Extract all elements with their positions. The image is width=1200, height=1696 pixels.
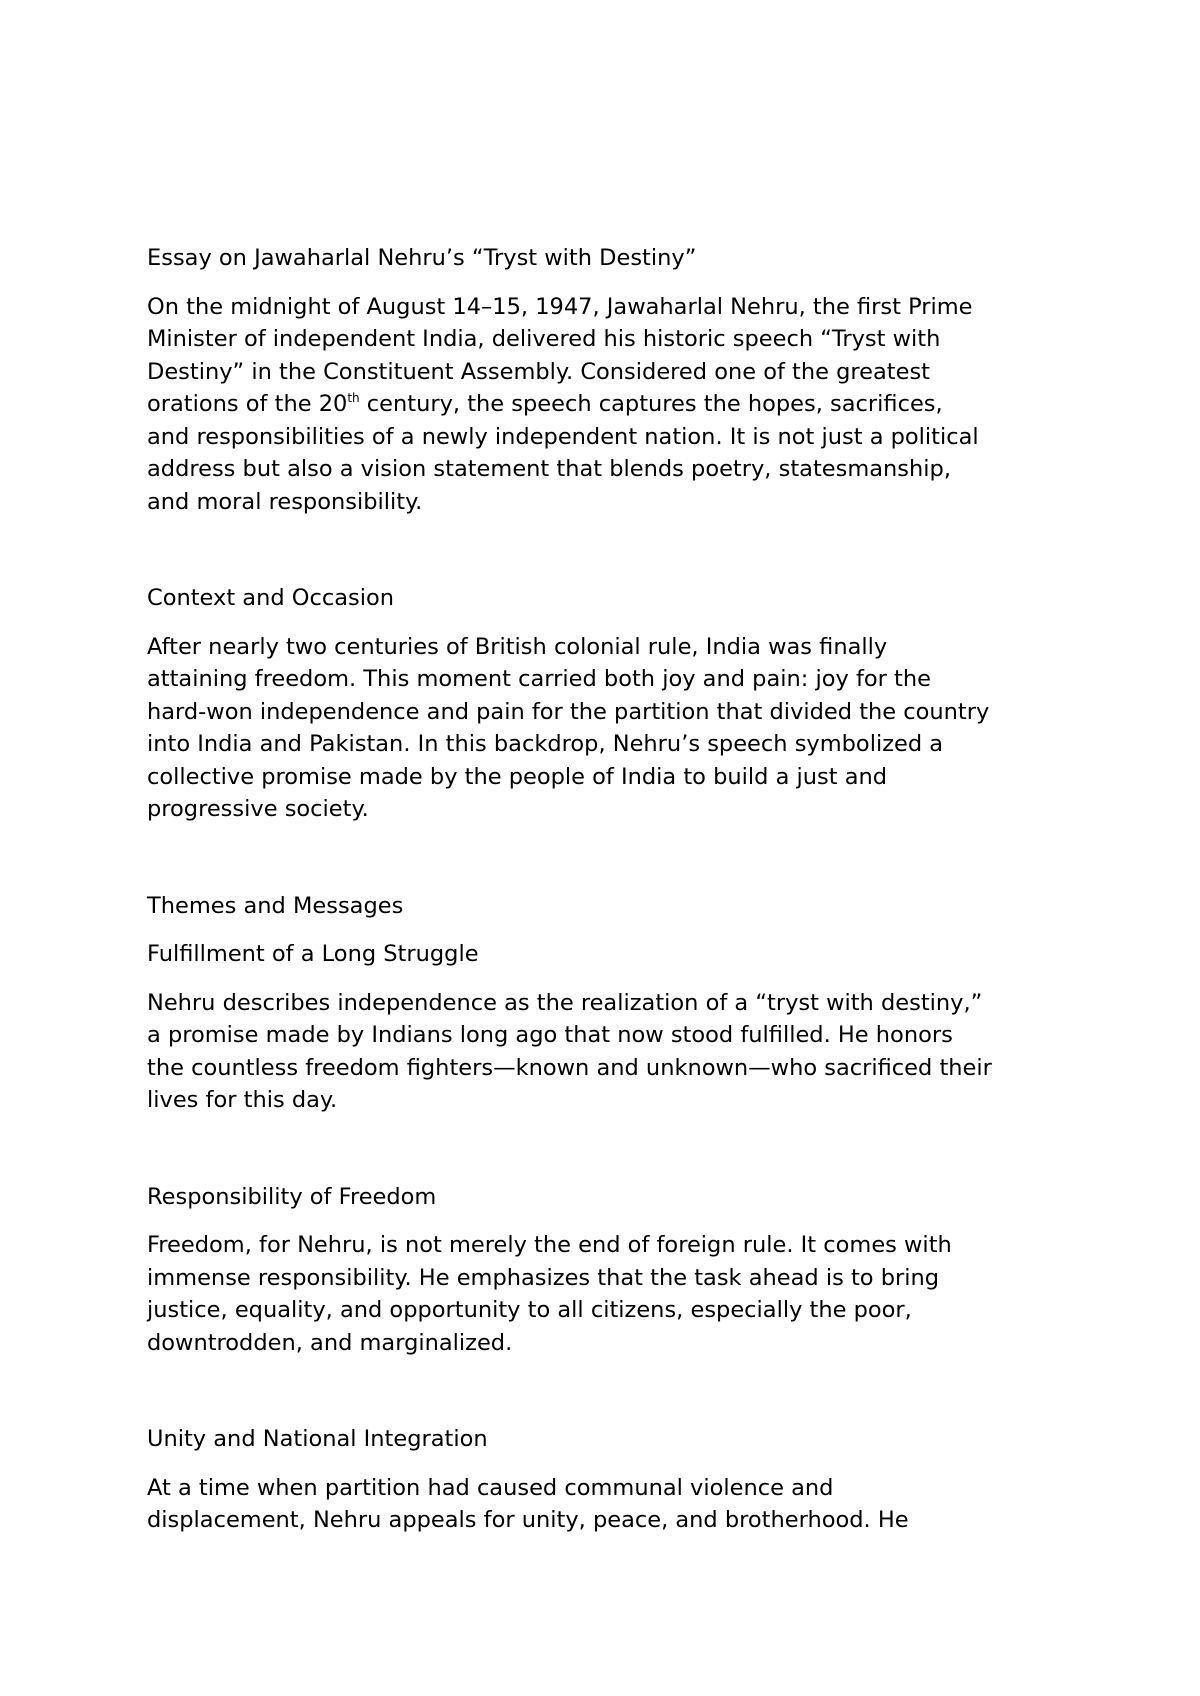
section-heading-themes: Themes and Messages [147,892,404,919]
paragraph-line: and moral responsibility. [147,488,423,515]
paragraph-line: Freedom, for Nehru, is not merely the end of foreign rule. It comes with [147,1232,952,1258]
paragraph-line: lives for this day. [147,1087,338,1113]
essay-title: Essay on Jawaharlal Nehru’s “Tryst with Destiny” [147,245,697,271]
subheading-responsibility: Responsibility of Freedom [147,1183,437,1210]
paragraph-line: the countless freedom fighters—known and unknown—who sacrificed their [147,1054,992,1081]
fulfillment-paragraph [147,987,1077,1117]
paragraph-line: After nearly two centuries of British colonial rule, India was finally [147,633,888,660]
paragraph-line: progressive society. [147,796,369,822]
paragraph-line [147,388,1077,421]
paragraph-line: justice, equality, and opportunity to all citizens, especially the poor, [147,1297,912,1323]
paragraph-line: into India and Pakistan. In this backdrop, Nehru’s speech symbolized a [147,731,944,757]
paragraph-line: On the midnight of August 14–15, 1947, Jawaharlal Nehru, the first Prime [147,293,973,320]
paragraph-line: downtrodden, and marginalized. [147,1329,513,1356]
document-page [147,242,1077,1537]
paragraph-line: At a time when partition had caused communal violence and [147,1474,834,1501]
paragraph-line: displacement, Nehru appeals for unity, peace, and brotherhood. He [147,1507,909,1533]
paragraph-line: Destiny” in the Constituent Assembly. Considered one of the greatest [147,358,931,385]
paragraph-line: collective promise made by the people of India to build a just and [147,763,888,790]
ordinal-superscript: th [347,391,360,405]
paragraph-line: and responsibilities of a newly independent nation. It is not just a political [147,423,979,450]
subheading-fulfillment: Fulfillment of a Long Struggle [147,941,479,967]
context-paragraph [147,631,1077,826]
paragraph-line: immense responsibility. He emphasizes that the task ahead is to bring [147,1264,940,1291]
unity-paragraph [147,1472,1077,1537]
intro-paragraph [147,291,1077,519]
paragraph-line: attaining freedom. This moment carried both joy and pain: joy for the [147,666,931,692]
section-heading-context: Context and Occasion [147,585,395,611]
paragraph-line: address but also a vision statement that blends poetry, statesmanship, [147,456,951,482]
line-text: orations of the 20 [147,391,348,417]
paragraph-line: Minister of independent India, delivered his historic speech “Tryst with [147,326,941,352]
responsibility-paragraph [147,1229,1077,1359]
subheading-unity: Unity and National Integration [147,1426,488,1452]
line-text: century, the speech captures the hopes, sacrifices, [359,391,943,417]
paragraph-line: a promise made by Indians long ago that now stood fulfilled. He honors [147,1022,953,1048]
paragraph-line: hard-won independence and pain for the partition that divided the country [147,698,990,725]
paragraph-line: Nehru describes independence as the realization of a “tryst with destiny,” [147,989,983,1016]
